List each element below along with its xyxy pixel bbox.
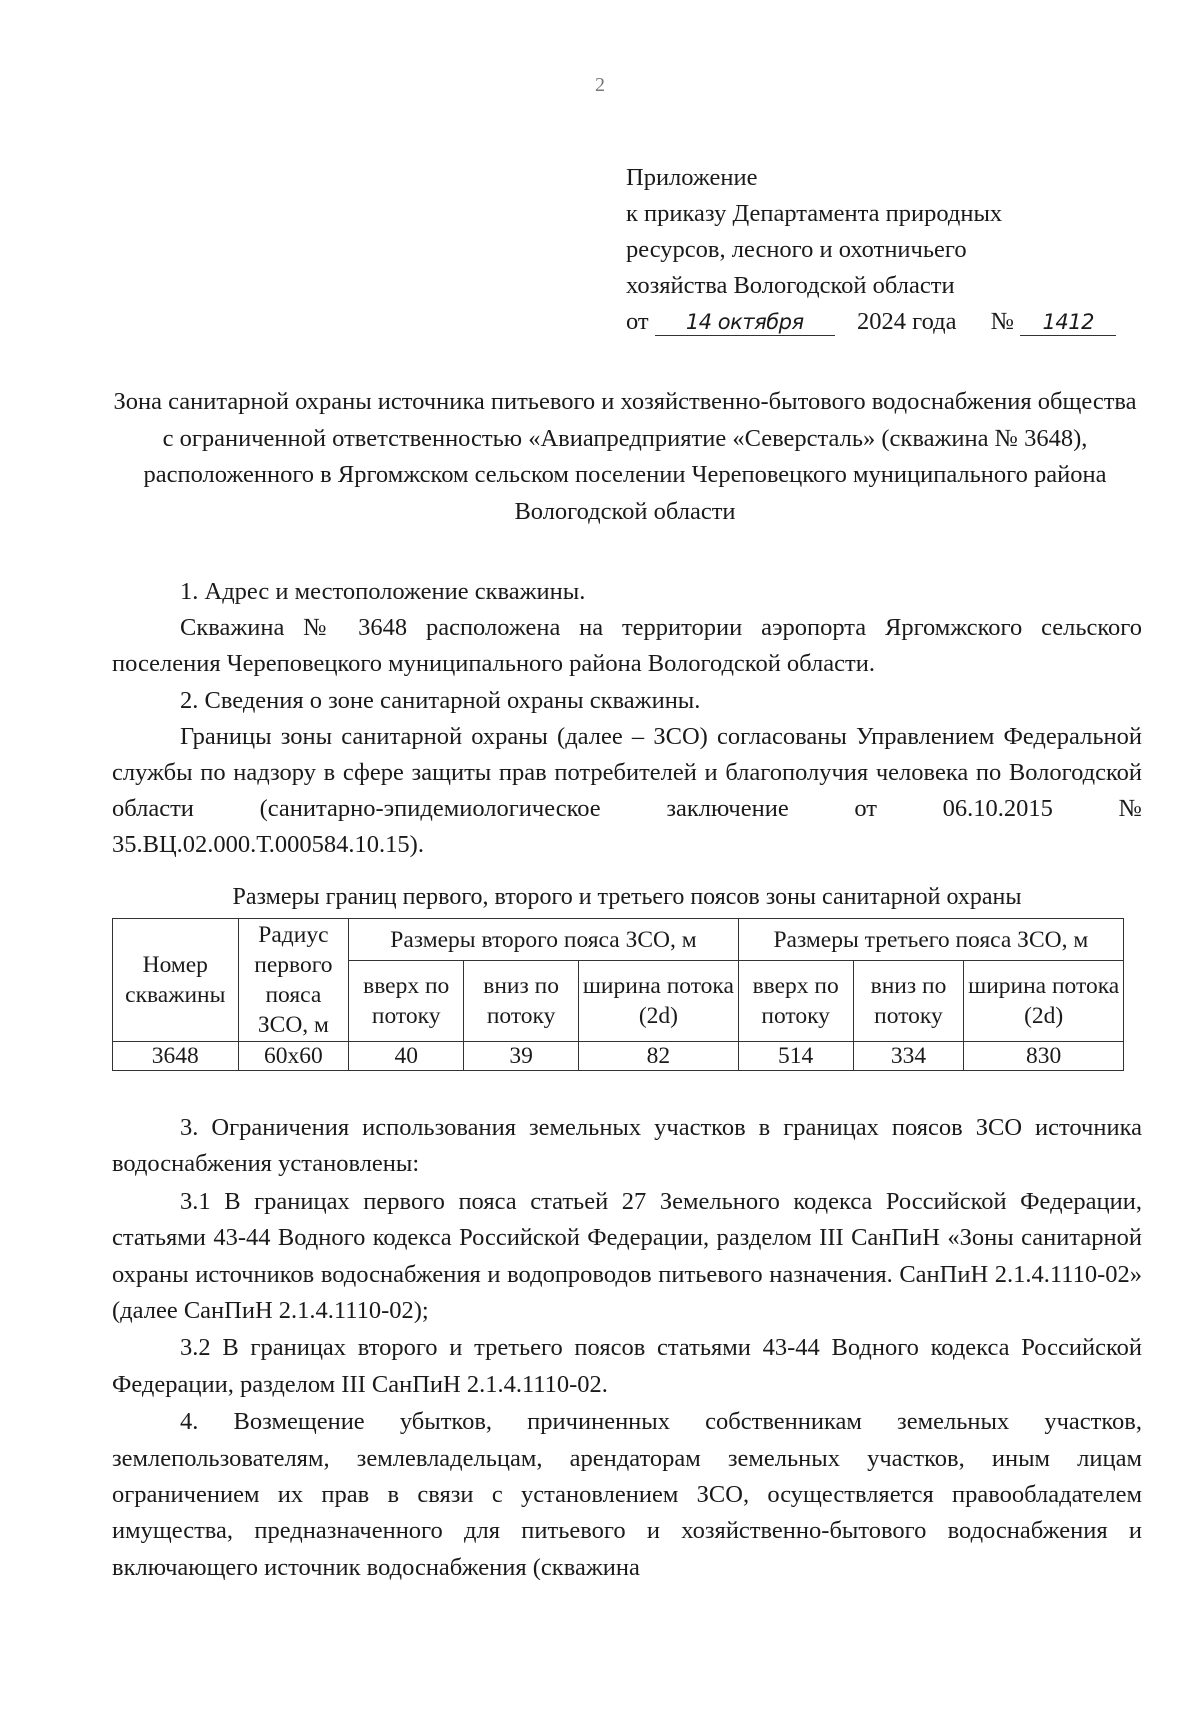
header-first-radius: Радиус первого пояса ЗСО, м [238, 919, 349, 1042]
cell-second-down: 39 [464, 1042, 579, 1071]
table-caption: Размеры границ первого, второго и третьего поясов зоны санитарной охраны [232, 884, 1022, 910]
cell-well: 3648 [113, 1042, 239, 1071]
appendix-line-2: к приказу Департамента природных [626, 200, 1003, 227]
number-label: № [990, 308, 1015, 335]
section-3-1-text: 3.1 В границах первого пояса статьей 27 Земельного кодекса Российской Федерации, статьями 43-44 Водного кодекса Российской Федерации, разделом III СанПиН «Зоны санитарной охраны источников водоснабжения и водопроводов питьевого назначения. СанПиН 2.1.4.1110-02» (далее СанПиН 2.1.4.1110-02); [112, 1187, 1142, 1325]
table-row [113, 1042, 1124, 1071]
section-1-heading: 1. Адрес и местоположение скважины. [180, 578, 586, 605]
cell-second-up: 40 [349, 1042, 464, 1071]
cell-second-width: 82 [579, 1042, 739, 1071]
year-label: 2024 года [857, 308, 957, 335]
cell-third-width: 830 [964, 1042, 1124, 1071]
cell-third-down: 334 [853, 1042, 964, 1071]
zso-table [112, 918, 1124, 1071]
page-number: 2 [595, 74, 605, 96]
header-second-downstream: вниз по потоку [464, 961, 579, 1042]
handwritten-number: 1412 [1020, 309, 1116, 336]
cell-third-up: 514 [738, 1042, 853, 1071]
section-3-heading: 3. Ограничения использования земельных участков в границах поясов ЗСО источника водоснабжения установлены: [112, 1114, 1142, 1178]
header-third-upstream: вверх по потоку [738, 961, 853, 1042]
table-header-row-1 [113, 919, 1124, 961]
appendix-block [626, 160, 1146, 340]
handwritten-date: 14 октября [655, 309, 835, 336]
header-third-width: ширина потока (2d) [964, 961, 1124, 1042]
from-label: от [626, 308, 649, 335]
section-3-2-text: 3.2 В границах второго и третьего поясов статьями 43-44 Водного кодекса Российской Федерации, разделом III СанПиН 2.1.4.1110-02. [112, 1334, 1142, 1398]
header-second-width: ширина потока (2d) [579, 961, 739, 1042]
body-sections-3-4 [112, 1110, 1142, 1587]
appendix-line-1: Приложение [626, 164, 758, 191]
appendix-line-4: хозяйства Вологодской области [626, 272, 955, 299]
body-sections-1-2 [112, 574, 1142, 864]
appendix-date-line [626, 304, 1146, 340]
section-2-heading: 2. Сведения о зоне санитарной охраны скважины. [180, 686, 701, 714]
section-4-text: 4. Возмещение убытков, причиненных собственникам земельных участков, землепользователям, землевладельцам, арендаторам земельных участков, иным лицам ограничением их прав в связи с установлением ЗСО, осуществляется правообладателем имущества, предназначенного для питьевого и хозяйственно-бытового водоснабжения и включающего источник водоснабжения (скважина [112, 1408, 1142, 1581]
header-third-downstream: вниз по потоку [853, 961, 964, 1042]
section-1-text: Скважина № 3648 расположена на территории аэропорта Яргомжского сельского поселения Череповецкого муниципального района Вологодской области. [112, 614, 1142, 678]
header-second-upstream: вверх по потоку [349, 961, 464, 1042]
appendix-line-3: ресурсов, лесного и охотничьего [626, 236, 967, 263]
header-well-number: Номер скважины [113, 919, 239, 1042]
section-2-text: Границы зоны санитарной охраны (далее – ЗСО) согласованы Управлением Федеральной службы по надзору в сфере защиты прав потребителей и благополучия человека по Вологодской области (санитарно-эпидемиологическое заключение от 06.10.2015 № 35.ВЦ.02.000.Т.000584.10.15). [112, 722, 1142, 859]
header-third-zone: Размеры третьего пояса ЗСО, м [738, 919, 1123, 961]
header-second-zone: Размеры второго пояса ЗСО, м [349, 919, 738, 961]
document-title: Зона санитарной охраны источника питьевого и хозяйственно-бытового водоснабжения общества с ограниченной ответственностью «Авиапредприятие «Северсталь» (скважина № 3648), расположенного в Яргомжском сельском поселении Череповецкого муниципального района Вологодской области [113, 388, 1137, 525]
cell-radius: 60х60 [238, 1042, 349, 1071]
